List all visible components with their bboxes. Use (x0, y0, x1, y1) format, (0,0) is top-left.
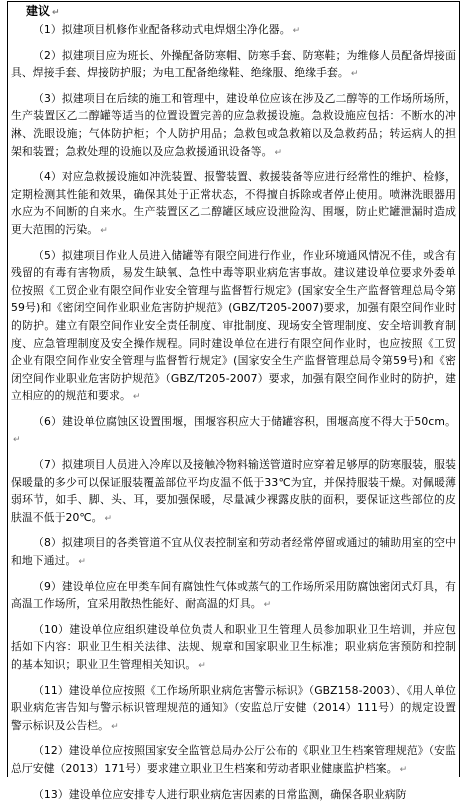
paragraph-mark-icon: ↵ (274, 147, 283, 158)
paragraph (8, 621, 459, 676)
paragraph-mark-icon: ↵ (104, 513, 113, 524)
paragraph (8, 247, 459, 407)
paragraph-mark-icon: ↵ (100, 225, 108, 236)
paragraph (8, 742, 459, 779)
document-frame (7, 1, 460, 801)
paragraph-text: （3）拟建项目在后续的施工和管理中，建设单位应该在涉及乙二醇等的工作场所场所，生产装置区乙二醇罐等适当的位置设置完善的应急救援设施。急救设施应包括：不断水的冲淋、洗眼设施；气体防护柜；个人防护用品；急救包或急救箱以及急救药品；转运病人的担架和装置；急救处理的设施以及应急救援通讯设备等。 (11, 91, 456, 158)
paragraph-text: （1）拟建项目机修作业配备移动式电焊烟尘净化器。 (33, 23, 291, 36)
paragraph-text: （12）建设单位应按照国家安全监管总局办公厅公布的《职业卫生档案管理规范》（安监总厅安健（2013）171号）要求建立职业卫生档案和劳动者职业健康监护档案。 (11, 744, 456, 775)
paragraph (8, 456, 459, 528)
paragraph (8, 90, 459, 162)
paragraph-text: （9）建设单位应在甲类车间有腐蚀性气体或蒸气的工作场所采用防腐蚀密闭式灯具，有高温工作场所，宜采用散热性能好、耐高温的灯具。 (11, 579, 456, 611)
paragraph-mark-icon: ↵ (132, 392, 141, 403)
paragraph-text: （13）建设单位应安排专人进行职业病危害因素的日常监测，确保各职业病防 (33, 787, 407, 801)
paragraph-text: （5）拟建项目作业人员进入储罐等有限空间进行作业，作业环境通风情况不佳，或含有残留的有毒有害物质，易发生缺氧、急性中毒等职业病危害事故。建议建设单位要求外委单位按照《工贸企业有限空间作业安全管理与监督暂行规定》(国家安全生产监督管理总局令第59号)和《密闭空间作业职业危害防护规范》(GBZ/T205-2007)要求，加强有限空间作业时的防护。建立有限空间作业安全责任制度、审批制度、现场安全管理制度、安全培训教育制度、应急管理制度及安全操作规程。同时建设单位在进行有限空间作业时，也应按照《工贸企业有限空间作业安全管理与监督暂行规定》(国家安全生产监督管理总局令第59号)和《密闭空间作业职业危害防护规范》（GBZ/T205-2007）要求，加强有限空间作业时的防护，建立相应的的规范和要求。 (11, 248, 456, 403)
paragraph-list (8, 21, 459, 803)
paragraph (8, 534, 459, 571)
paragraph-text: （11）建设单位应按照《工作场所职业病危害警示标识》（GBZ158-2003）、《用人单位职业病危害告知与警示标识管理规范的通知》（安监总厅安健（2014）111号）的规定设置警示标识及公告栏。 (11, 683, 456, 732)
paragraph-mark-icon: ↵ (13, 435, 21, 446)
paragraph-mark-icon: ↵ (399, 764, 408, 775)
paragraph-mark-icon: ↵ (292, 26, 301, 36)
paragraph-text: （2）拟建项目应为班长、外操配备防寒帽、防寒手套、防寒鞋；为维修人员配备焊接面具、焊接手套、焊接防护服；为电工配备绝缘鞋、绝缘服、绝缘手套。 (11, 48, 456, 80)
paragraph-text: （7）拟建项目人员进入冷库以及接触冷物料输送管道时应穿着足够厚的防寒服装，服装保暖量的多少可以保证服装覆盖部位平均皮温不低于33℃为宜，并保持服装干燥。对佩暖薄弱环节，如手、脚、头、耳，要加强保暖，尽量减少裸露皮肤的面积，要保证这些部位的皮肤温不低于20℃。 (11, 458, 456, 524)
paragraph (8, 47, 459, 84)
paragraph (8, 21, 459, 41)
section-heading: 建议 ↵ (26, 4, 60, 18)
paragraph-mark-icon: ↵ (350, 69, 359, 80)
paragraph-mark-icon: ↵ (52, 8, 60, 18)
paragraph-mark-icon: ↵ (111, 721, 119, 732)
paragraph (8, 682, 459, 737)
paragraph-text: （6）建设单位腐蚀区设置围堰，围堰容积应大于储罐容积，围堰高度不得大于50cm。 (33, 414, 456, 428)
paragraph-text: （8）拟建项目的各类管道不宜从仪表控制室和劳动者经常停留或通过的辅助用室的空中和地下通过。 (11, 536, 456, 568)
paragraph-text: （4）对应急救援设施如冲洗装置、报警装置、救援装备等应进行经常性的维护、检修，定期检测其性能和效果，确保其处于正常状态，不得擅自拆除或者停止使用。喷淋洗眼器用水应为不间断的自来水。生产装置区乙二醇罐区域应设泄险沟、围堰，防止贮罐泄漏时造成更大范围的污染。 (11, 170, 456, 236)
paragraph-mark-icon: ↵ (78, 557, 87, 568)
paragraph (8, 413, 459, 450)
paragraph (8, 786, 459, 803)
paragraph-mark-icon: ↵ (263, 600, 272, 611)
paragraph (8, 578, 459, 615)
paragraph (8, 168, 459, 240)
paragraph-mark-icon: ↵ (198, 661, 206, 671)
paragraph-text: （10）建设单位应组织建设单位负责人和职业卫生管理人员参加职业卫生培训，并应包括如下内容：职业卫生相关法律、法规、规章和国家职业卫生标准；职业病危害预防和控制的基本知识；职业卫生管理相关知识。 (11, 622, 456, 671)
